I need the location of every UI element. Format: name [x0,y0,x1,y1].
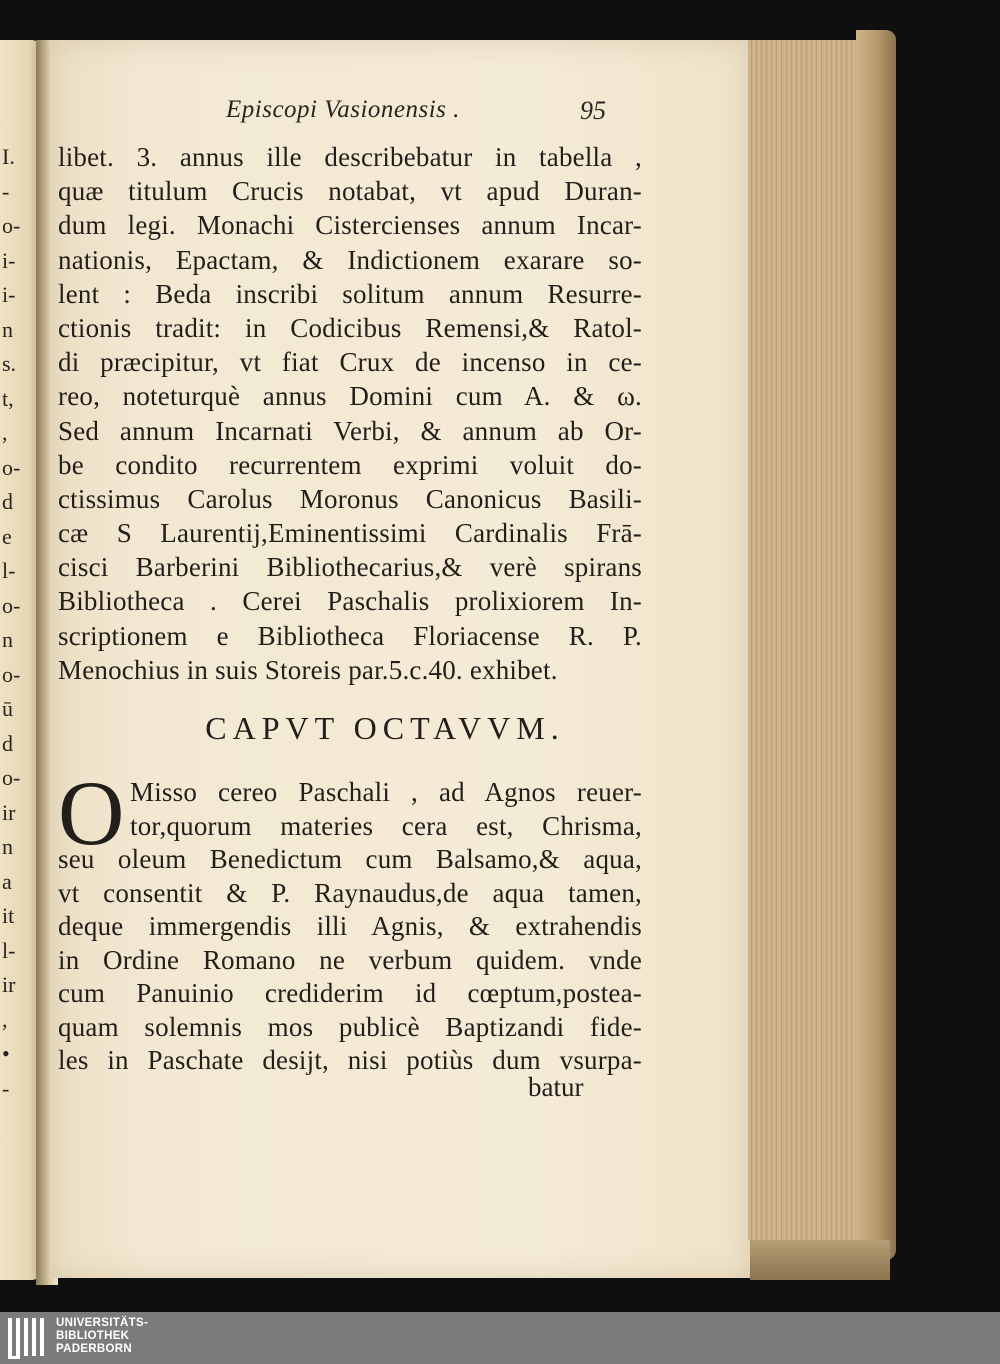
text-line: vt consentit & P. Raynaudus,de aqua tamen, [58,877,642,908]
drop-cap-initial: O [58,762,125,864]
library-logo-icon [6,1316,46,1360]
left-page-fragment: - [2,1075,10,1101]
page-number: 95 [580,96,606,125]
left-page-fragment: i- [2,247,16,273]
text-line: cisci Barberini Bibliothecarius,& verè spirans [58,552,642,583]
text-line: tor,quorum materies cera est, Chrisma, [130,810,642,841]
left-page-fragment: o- [2,213,21,238]
left-page-fragment: n [2,627,13,652]
left-page-fragments [2,140,38,1106]
left-page-fragment: it [2,903,15,928]
left-page-fragment: o- [2,661,21,687]
left-page-edge [0,40,40,1280]
text-line: be condito recurrentem exprimi voluit do- [58,449,642,480]
text-line: in Ordine Romano ne verbum quidem. vnde [58,944,642,975]
left-page-fragment: o- [2,454,21,480]
left-page-fragment: l- [2,558,16,583]
left-page-fragment: s. [2,351,17,376]
text-line: scriptionem e Bibliotheca Floriacense R. P. [58,620,642,651]
text-line: ctissimus Carolus Moronus Canonicus Basili- [58,483,642,514]
left-page-fragment: e [2,523,12,549]
book-cover-bottom [750,1240,890,1280]
left-page-fragment: I. [2,144,15,169]
paragraph-2 [58,762,642,1078]
text-line: Menochius in suis Storeis par.5.c.40. exhibet. [58,654,558,685]
text-line: quam solemnis mos publicè Baptizandi fide- [58,1011,642,1042]
left-page-fragment: o- [2,765,21,790]
library-name-line: PADERBORN [56,1343,132,1355]
left-page-fragment: l- [2,937,16,963]
left-page-fragment: • [2,1041,10,1066]
page-header [50,96,750,136]
text-line: cæ S Laurentij,Eminentissimi Cardinalis Frā- [58,518,642,549]
text-line: libet. 3. annus ille describebatur in tabella , [58,142,642,172]
text-line: reo, noteturquè annus Domini cum A. & ω. [58,381,642,412]
chapter-title: CAPVT OCTAVVM. [205,710,565,746]
left-page-fragment: n [2,834,13,859]
left-page-fragment: n [2,316,13,342]
text-line: ctionis tradit: in Codicibus Remensi,& Ratol- [58,312,642,343]
left-page-fragment: a [2,868,12,894]
left-page-fragment: d [2,730,13,756]
text-line: nationis, Epactam, & Indictionem exarare so- [58,244,642,275]
text-line: Bibliotheca . Cerei Paschalis prolixiorem In- [58,586,642,617]
text-line: dum legi. Monachi Cistercienses annum Incar- [58,210,642,241]
left-page-fragment: , [2,1006,8,1032]
left-page-fragment: , [2,420,8,445]
library-name-line: BIBLIOTHEK [56,1330,130,1342]
left-page-fragment: t, [2,385,14,411]
left-page-fragment: ū [2,696,13,721]
library-name [56,1317,148,1356]
left-page-fragment: i- [2,282,16,307]
text-line: lent : Beda inscribi solitum annum Resurre- [58,278,642,309]
book-cover-edge [856,30,896,1260]
left-page-fragment: o- [2,592,21,618]
page-fore-edge [748,40,863,1240]
left-page-fragment: ir [2,972,16,997]
text-line: Misso cereo Paschali , ad Agnos reuer- [130,777,642,807]
chapter-heading [50,710,750,747]
library-footer [0,1312,1000,1364]
left-page-fragment: ir [2,799,16,825]
running-title: Episcopi Vasionensis . [226,96,460,123]
left-page-fragment: - [2,178,10,204]
text-line: di præcipitur, vt fiat Crux de incenso in ce- [58,347,642,378]
text-line: les in Paschate desijt, nisi potiùs dum vsurpa- [58,1045,642,1075]
text-line: deque immergendis illi Agnis, & extrahendis [58,911,642,941]
catchword: batur [528,1072,584,1102]
left-page-fragment: d [2,489,13,514]
text-line: seu oleum Benedictum cum Balsamo,& aqua, [58,844,642,874]
paragraph-1 [58,140,642,687]
library-name-line: UNIVERSITÄTS- [56,1317,149,1329]
text-line: cum Panuinio crediderim id cœptum,postea- [58,978,642,1008]
text-line: Sed annum Incarnati Verbi, & annum ab Or- [58,415,642,446]
text-line: quæ titulum Crucis notabat, vt apud Duran- [58,176,642,207]
